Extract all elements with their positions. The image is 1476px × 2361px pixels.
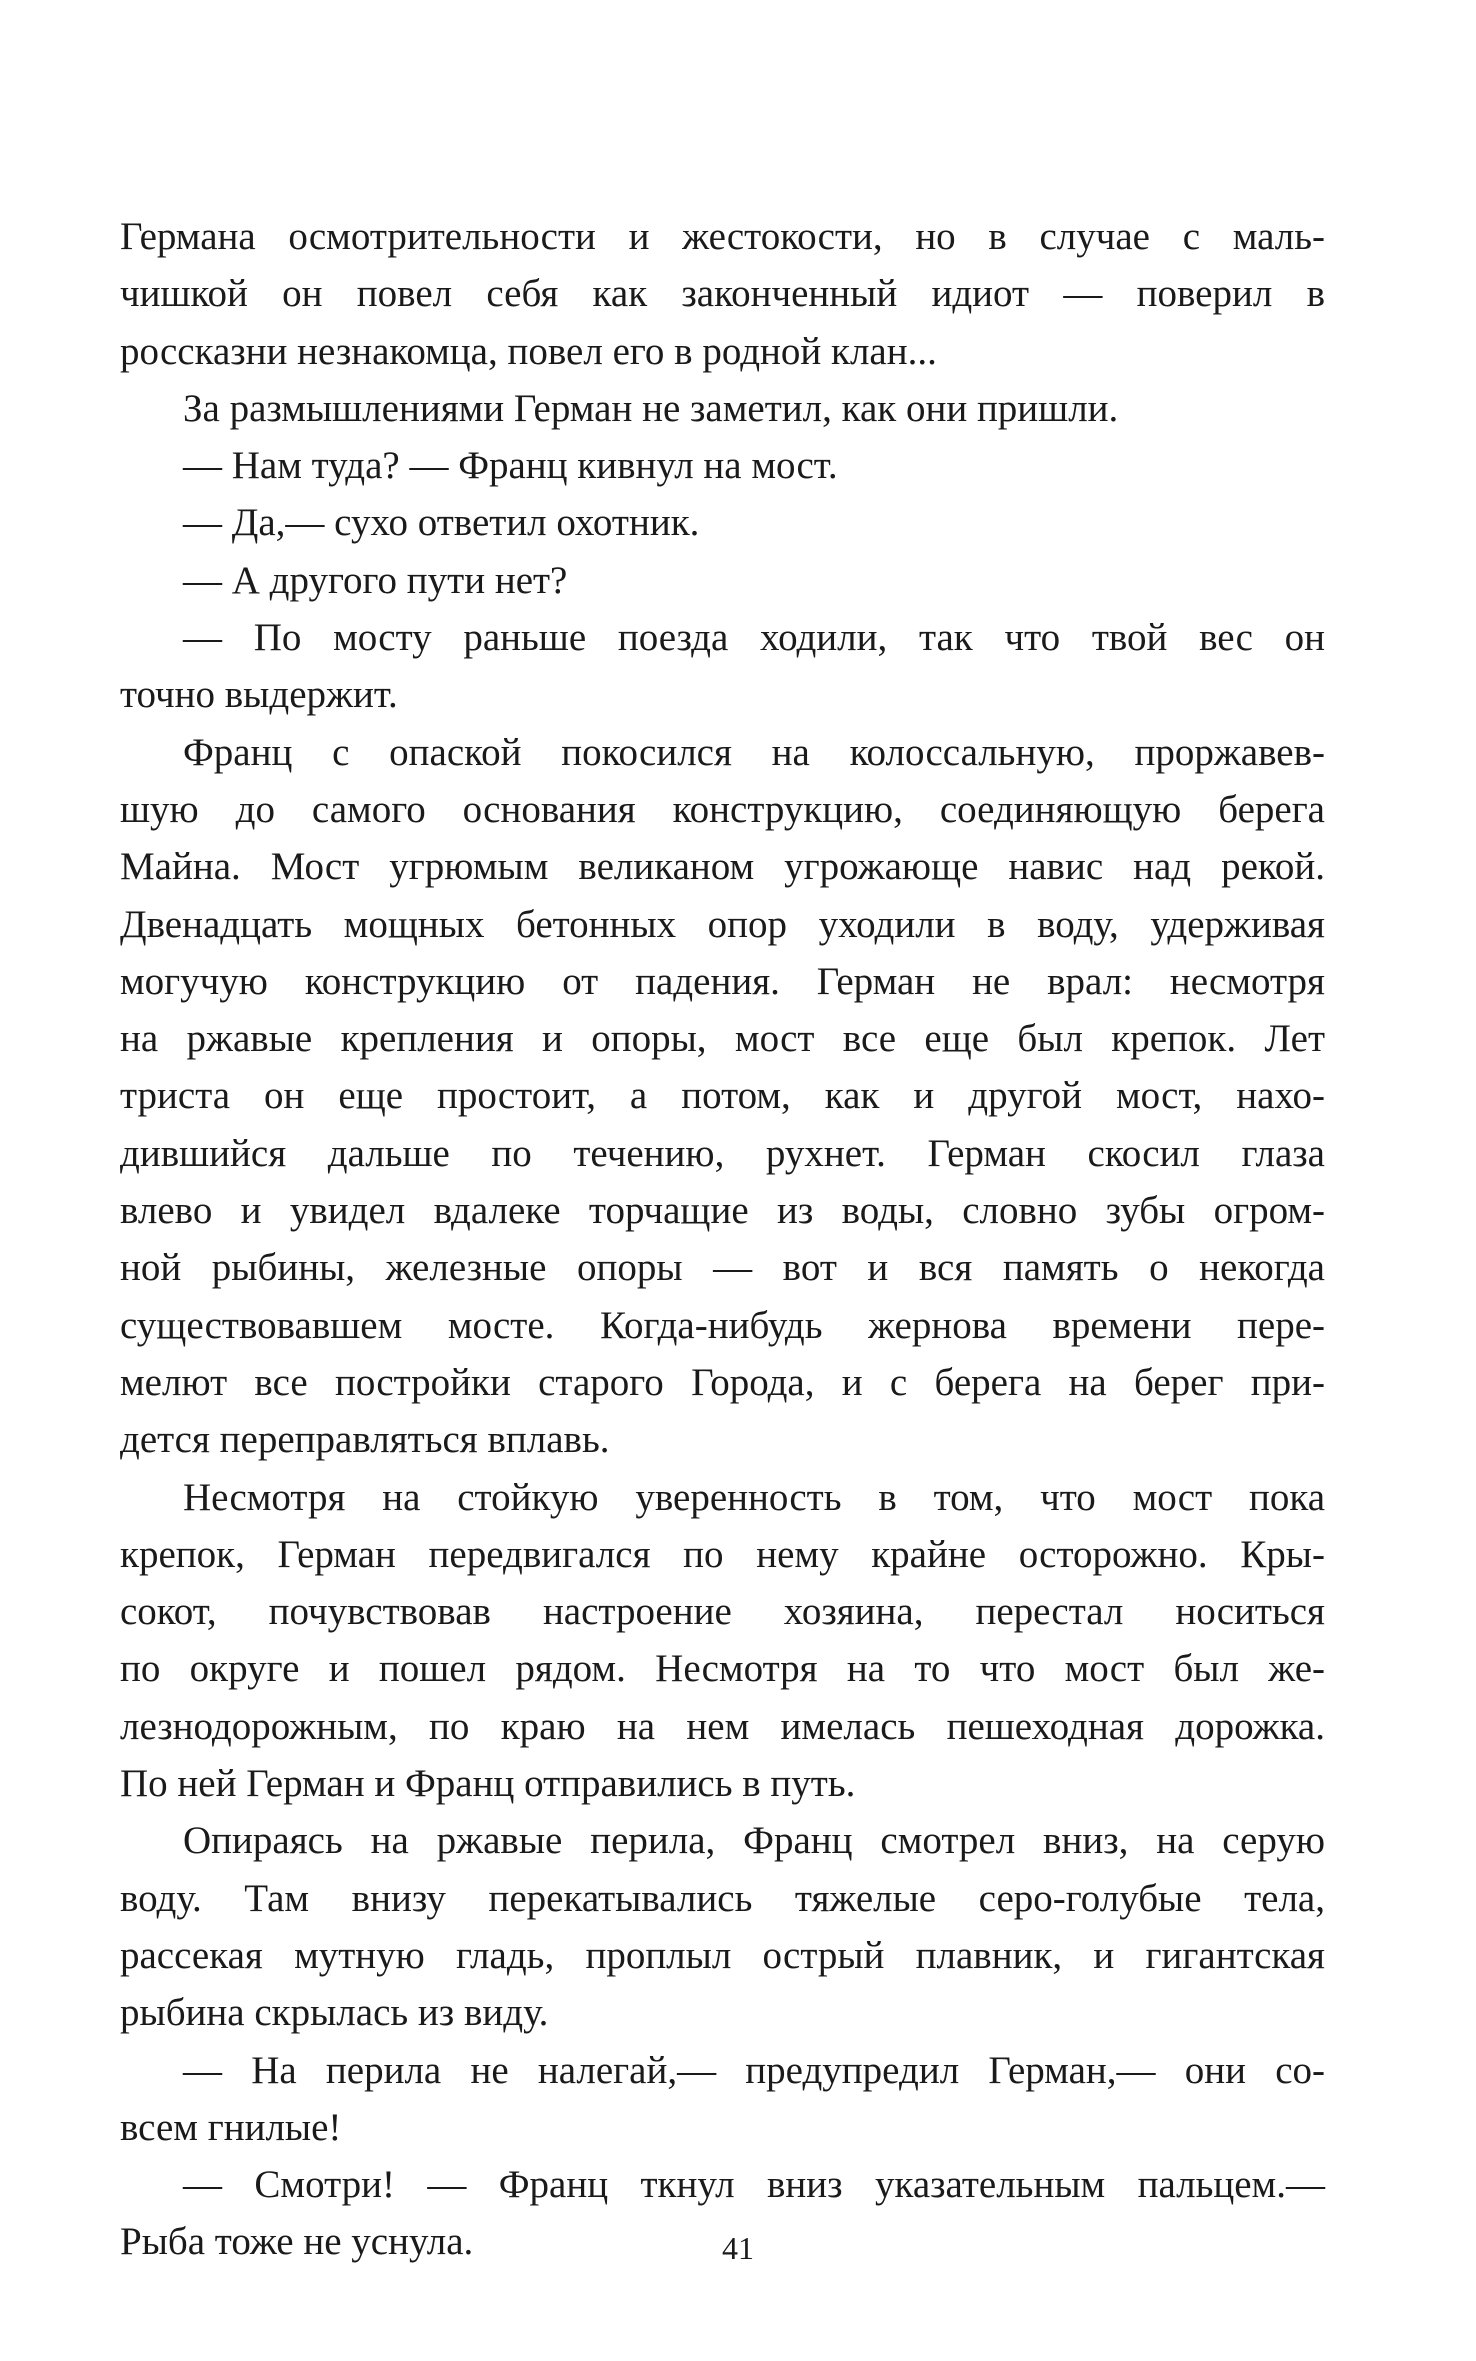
text-line: чишкой он повел себя как законченный идиот — поверил в — [120, 272, 1325, 316]
paragraph — [120, 494, 1325, 551]
text-line: Несмотря на стойкую уверенность в том, что мост пока — [183, 1475, 1325, 1519]
text-line: Германа осмотрительности и жестокости, но в случае с маль- — [120, 215, 1325, 258]
text-line: — Смотри! — Франц ткнул вниз указательным пальцем.— — [183, 2163, 1325, 2207]
text-line: крепок, Герман передвигался по нему крайне осторожно. Кры- — [120, 1532, 1325, 1576]
text-line: дившийся дальше по течению, рухнет. Герман скосил глаза — [120, 1131, 1325, 1175]
text-line: россказни незнакомца, повел его в родной клан... — [120, 329, 937, 373]
paragraph — [120, 380, 1325, 437]
paragraph — [120, 208, 1325, 380]
paragraph — [120, 1469, 1325, 1813]
text-line: на ржавые крепления и опоры, мост все еще был крепок. Лет — [120, 1017, 1325, 1061]
text-line: рассекая мутную гладь, проплыл острый плавник, и гигантская — [120, 1933, 1325, 1977]
text-line: дется переправляться вплавь. — [120, 1418, 610, 1462]
body-text — [120, 208, 1325, 2271]
text-line: — Да,— сухо ответил охотник. — [183, 501, 700, 545]
text-line: ной рыбины, железные опоры — вот и вся память о некогда — [120, 1246, 1325, 1290]
paragraph — [120, 437, 1325, 494]
paragraph — [120, 724, 1325, 1469]
text-line: — А другого пути нет? — [183, 558, 568, 602]
paragraph — [120, 2042, 1325, 2157]
text-line: За размышлениями Герман не заметил, как они пришли. — [183, 386, 1119, 430]
text-line: По ней Герман и Франц отправились в путь. — [120, 1762, 856, 1806]
text-line: всем гнилые! — [120, 2105, 342, 2149]
text-line: лезнодорожным, по краю на нем имелась пешеходная дорожка. — [120, 1704, 1325, 1748]
text-line: по округе и пошел рядом. Несмотря на то что мост был же- — [120, 1647, 1325, 1691]
text-line: Франц с опаской покосился на колоссальную, проржавев- — [183, 730, 1325, 774]
paragraph — [120, 552, 1325, 609]
text-line: рыбина скрылась из виду. — [120, 1991, 549, 2035]
text-line: могучую конструкцию от падения. Герман не врал: несмотря — [120, 959, 1325, 1003]
text-line: — По мосту раньше поезда ходили, так что твой вес он — [183, 616, 1325, 660]
text-line: существовавшем мосте. Когда-нибудь жернова времени пере- — [120, 1303, 1325, 1347]
text-line: воду. Там внизу перекатывались тяжелые серо-голубые тела, — [120, 1876, 1325, 1920]
text-line: сокот, почувствовав настроение хозяина, перестал носиться — [120, 1590, 1325, 1634]
text-line: триста он еще простоит, а потом, как и другой мост, нахо- — [120, 1074, 1325, 1118]
text-line: — Нам туда? — Франц кивнул на мост. — [183, 444, 838, 488]
text-line: Рыба тоже не уснула. — [120, 2220, 474, 2264]
paragraph — [120, 609, 1325, 724]
text-line: точно выдержит. — [120, 673, 398, 717]
text-line: — На перила не налегай,— предупредил Герман,— они со- — [183, 2048, 1325, 2092]
page-number: 41 — [722, 2230, 754, 2266]
text-line: Опираясь на ржавые перила, Франц смотрел вниз, на серую — [183, 1819, 1325, 1863]
text-line: мелют все постройки старого Города, и с берега на берег при- — [120, 1360, 1325, 1404]
text-line: Майна. Мост угрюмым великаном угрожающе навис над рекой. — [120, 845, 1325, 889]
paragraph — [120, 1812, 1325, 2041]
text-line: шую до самого основания конструкцию, соединяющую берега — [120, 787, 1325, 831]
text-line: Двенадцать мощных бетонных опор уходили в воду, удерживая — [120, 902, 1325, 946]
text-line: влево и увидел вдалеке торчащие из воды, словно зубы огром- — [120, 1189, 1325, 1233]
